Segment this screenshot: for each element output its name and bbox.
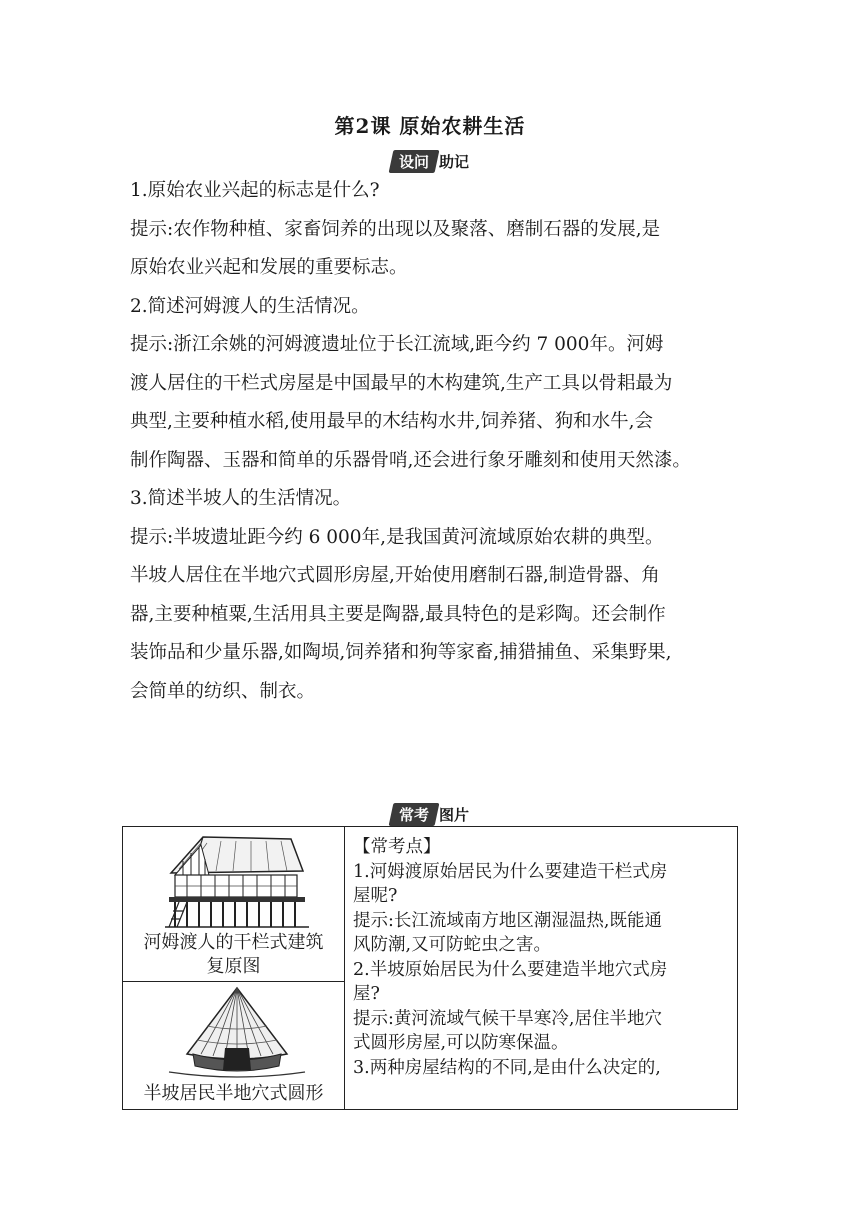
image-caption: 河姆渡人的干栏式建筑: [143, 932, 324, 953]
qa-body: [130, 172, 740, 711]
image-caption: 半坡居民半地穴式圆形: [143, 1083, 324, 1104]
paragraph-line: 3.简述半坡人的生活情况。: [130, 488, 352, 509]
exam-point-line: 屋?: [353, 984, 380, 1004]
paragraph-line: 典型,主要种植水稻,使用最早的木结构水井,饲养猪、狗和水牛,会: [130, 411, 654, 432]
section-tag: 设问: [389, 150, 440, 173]
section-heading-text: 助记: [439, 153, 470, 171]
exam-point-line: 屋呢?: [353, 886, 398, 906]
paragraph-line: 器,主要种植粟,生活用具主要是陶器,最具特色的是彩陶。还会制作: [130, 603, 666, 625]
exam-point-line: 1.河姆渡原始居民为什么要建造干栏式房: [353, 861, 668, 882]
exam-points: [353, 835, 733, 1080]
exam-point-line: 【常考点】: [353, 837, 441, 857]
exam-point-line: 2.半坡原始居民为什么要建造半地穴式房: [353, 959, 668, 980]
paragraph-line: 装饰品和少量乐器,如陶埙,饲养猪和狗等家畜,捕猎捕鱼、采集野果,: [130, 642, 672, 663]
paragraph-line: 渡人居住的干栏式房屋是中国最早的木构建筑,生产工具以骨耜最为: [130, 372, 673, 394]
image-caption: 复原图: [206, 956, 261, 977]
exam-table: [122, 826, 738, 1110]
section-heading-text: 图片: [439, 806, 470, 824]
exam-point-line: 3.两种房屋结构的不同,是由什么决定的,: [353, 1057, 661, 1078]
paragraph-line: 提示:浙江余姚的河姆渡遗址位于长江流域,距今约 7 000年。河姆: [130, 334, 664, 355]
paragraph-line: 提示:农作物种植、家畜饲养的出现以及聚落、磨制石器的发展,是: [130, 218, 661, 240]
exam-point-line: 提示:黄河流域气候干旱寒冷,居住半地穴: [353, 1008, 662, 1029]
section-tag: 常考: [389, 803, 440, 826]
banpo-image-cell: [123, 982, 344, 1109]
paragraph-line: 半坡人居住在半地穴式圆形房屋,开始使用磨制石器,制造骨器、角: [130, 565, 660, 586]
paragraph-line: 2.简述河姆渡人的生活情况。: [130, 295, 370, 317]
section-heading-mnemonic: [0, 150, 860, 173]
image-column: [123, 827, 345, 1109]
paragraph-line: 提示:半坡遗址距今约 6 000年,是我国黄河流域原始农耕的典型。: [130, 526, 664, 548]
page-title: 第2课 原始农耕生活: [334, 114, 526, 138]
section-heading-images: [0, 803, 860, 826]
exam-point-line: 提示:长江流域南方地区潮湿温热,既能通: [353, 910, 662, 931]
exam-point-line: 式圆形房屋,可以防寒保温。: [353, 1033, 569, 1053]
paragraph-line: 原始农业兴起和发展的重要标志。: [130, 257, 408, 278]
round-house-illustration: [167, 984, 307, 1078]
paragraph-line: 会简单的纺织、制衣。: [130, 680, 316, 702]
paragraph-line: 制作陶器、玉器和简单的乐器骨哨,还会进行象牙雕刻和使用天然漆。: [130, 449, 691, 471]
hemudu-image-cell: [123, 827, 344, 982]
stilt-house-illustration: [161, 831, 311, 931]
exam-point-line: 风防潮,又可防蛇虫之害。: [353, 935, 552, 955]
paragraph-line: 1.原始农业兴起的标志是什么?: [130, 180, 380, 201]
